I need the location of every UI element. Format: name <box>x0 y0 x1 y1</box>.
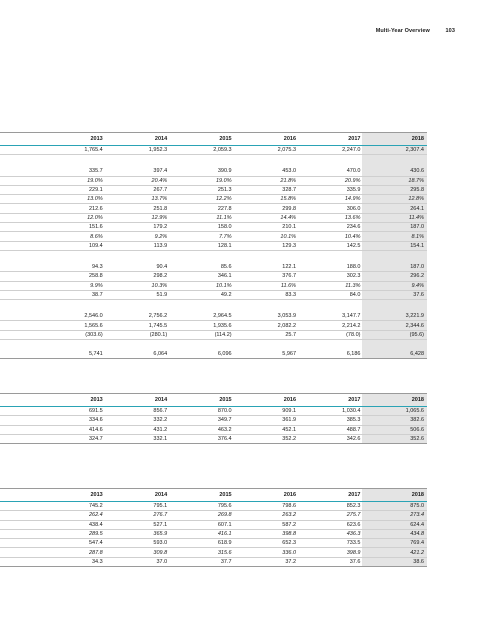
value-cell: 315.6 <box>169 548 233 557</box>
value-cell: 5,741 <box>40 350 104 359</box>
value-cell: 295.8 <box>362 185 427 194</box>
value-cell: 10.1% <box>169 281 233 290</box>
value-cell: 299.8 <box>234 204 298 213</box>
value-cell: 2,075.3 <box>234 146 298 155</box>
table-row <box>0 195 427 204</box>
year-header: 2013 <box>40 489 104 502</box>
table-row <box>0 272 427 281</box>
value-cell: 38.7 <box>40 290 104 299</box>
value-cell: 11.6% <box>234 281 298 290</box>
table-row <box>0 434 427 443</box>
table-row <box>0 330 427 339</box>
table-row <box>0 520 427 529</box>
value-cell: 251.8 <box>105 204 169 213</box>
value-cell: 179.2 <box>105 223 169 232</box>
value-cell: 37.2 <box>234 557 298 566</box>
value-cell: (95.6) <box>362 330 427 339</box>
value-cell: 187.0 <box>362 263 427 272</box>
table-row <box>0 146 427 155</box>
value-cell: 336.0 <box>234 548 298 557</box>
value-cell: 346.1 <box>169 272 233 281</box>
value-cell: 2,082.2 <box>234 321 298 330</box>
value-cell: 398.9 <box>298 548 362 557</box>
value-cell: 7.7% <box>169 232 233 241</box>
value-cell: 129.3 <box>234 241 298 250</box>
value-cell: 227.8 <box>169 204 233 213</box>
table-row <box>0 232 427 241</box>
value-cell: 37.6 <box>362 290 427 299</box>
value-cell: 421.2 <box>362 548 427 557</box>
page-number: 103 <box>445 28 455 34</box>
year-header-row <box>0 133 427 146</box>
table-row <box>0 204 427 213</box>
year-header-row <box>0 489 427 502</box>
table-row <box>0 529 427 538</box>
value-cell: 15.8% <box>234 195 298 204</box>
value-cell: 623.6 <box>298 520 362 529</box>
value-cell: 2,546.0 <box>40 312 104 321</box>
table-row <box>0 321 427 330</box>
year-header: 2014 <box>105 133 169 146</box>
value-cell: 20.4% <box>105 176 169 185</box>
value-cell: 328.7 <box>234 185 298 194</box>
segment-table-2 <box>0 488 427 567</box>
value-cell: 263.2 <box>234 511 298 520</box>
value-cell: 49.2 <box>169 290 233 299</box>
value-cell: 398.8 <box>234 529 298 538</box>
table-row <box>0 416 427 425</box>
value-cell: (280.1) <box>105 330 169 339</box>
value-cell: 352.6 <box>362 434 427 443</box>
value-cell: 188.0 <box>298 263 362 272</box>
value-cell: 8.1% <box>362 232 427 241</box>
table-row <box>0 263 427 272</box>
year-header: 2016 <box>234 489 298 502</box>
value-cell: 122.1 <box>234 263 298 272</box>
value-cell: 349.7 <box>169 416 233 425</box>
table-row <box>0 167 427 176</box>
value-cell: 296.2 <box>362 272 427 281</box>
value-cell: 113.9 <box>105 241 169 250</box>
value-cell: 14.9% <box>298 195 362 204</box>
value-cell: 210.1 <box>234 223 298 232</box>
segment-table-1 <box>0 393 427 444</box>
value-cell: 1,765.4 <box>40 146 104 155</box>
value-cell: 365.9 <box>105 529 169 538</box>
value-cell: 385.3 <box>298 416 362 425</box>
table-row <box>0 213 427 222</box>
value-cell: 3,221.9 <box>362 312 427 321</box>
value-cell: 3,053.9 <box>234 312 298 321</box>
value-cell: 37.7 <box>169 557 233 566</box>
value-cell: 875.0 <box>362 502 427 511</box>
value-cell: 470.0 <box>298 167 362 176</box>
value-cell: 302.3 <box>298 272 362 281</box>
value-cell: 376.7 <box>234 272 298 281</box>
value-cell: 506.6 <box>362 425 427 434</box>
value-cell: 332.1 <box>105 434 169 443</box>
table-row <box>0 407 427 416</box>
value-cell: 264.1 <box>362 204 427 213</box>
table-row <box>0 281 427 290</box>
value-cell: 856.7 <box>105 407 169 416</box>
value-cell: 6,428 <box>362 350 427 359</box>
value-cell: 798.6 <box>234 502 298 511</box>
value-cell: 795.6 <box>169 502 233 511</box>
value-cell: 2,214.2 <box>298 321 362 330</box>
value-cell: 10.3% <box>105 281 169 290</box>
value-cell: 438.4 <box>40 520 104 529</box>
value-cell: 1,935.6 <box>169 321 233 330</box>
value-cell: 14.4% <box>234 213 298 222</box>
table-row <box>0 557 427 566</box>
value-cell: 229.1 <box>40 185 104 194</box>
value-cell: 11.4% <box>362 213 427 222</box>
value-cell: 463.2 <box>169 425 233 434</box>
value-cell: 430.6 <box>362 167 427 176</box>
value-cell: 397.4 <box>105 167 169 176</box>
value-cell: 309.8 <box>105 548 169 557</box>
value-cell: 332.2 <box>105 416 169 425</box>
value-cell: 2,964.5 <box>169 312 233 321</box>
value-cell: 187.0 <box>362 223 427 232</box>
financial-overview-table <box>0 132 427 359</box>
value-cell: 251.3 <box>169 185 233 194</box>
value-cell: 94.3 <box>40 263 104 272</box>
value-cell: 10.1% <box>234 232 298 241</box>
value-cell: 1,745.5 <box>105 321 169 330</box>
value-cell: 2,344.6 <box>362 321 427 330</box>
year-header: 2017 <box>298 489 362 502</box>
value-cell: 258.8 <box>40 272 104 281</box>
page-header <box>376 28 455 34</box>
value-cell: 416.1 <box>169 529 233 538</box>
value-cell: 436.3 <box>298 529 362 538</box>
year-header: 2018 <box>362 394 427 407</box>
value-cell: 234.6 <box>298 223 362 232</box>
value-cell: 154.1 <box>362 241 427 250</box>
section-title: Multi-Year Overview <box>375 28 430 34</box>
table-row <box>0 350 427 359</box>
value-cell: 376.4 <box>169 434 233 443</box>
value-cell: 488.7 <box>298 425 362 434</box>
value-cell: 3,147.7 <box>298 312 362 321</box>
value-cell: 2,307.4 <box>362 146 427 155</box>
value-cell: 870.0 <box>169 407 233 416</box>
value-cell: 527.1 <box>105 520 169 529</box>
value-cell: 1,952.3 <box>105 146 169 155</box>
value-cell: 587.2 <box>234 520 298 529</box>
value-cell: 852.3 <box>298 502 362 511</box>
value-cell: 18.7% <box>362 176 427 185</box>
value-cell: 142.5 <box>298 241 362 250</box>
value-cell: 34.3 <box>40 557 104 566</box>
year-header: 2015 <box>169 133 233 146</box>
year-header: 2017 <box>298 394 362 407</box>
value-cell: 334.6 <box>40 416 104 425</box>
value-cell: 11.3% <box>298 281 362 290</box>
value-cell: 9.4% <box>362 281 427 290</box>
value-cell: 10.4% <box>298 232 362 241</box>
value-cell: 6,096 <box>169 350 233 359</box>
year-header: 2014 <box>105 489 169 502</box>
value-cell: 909.1 <box>234 407 298 416</box>
table-row <box>0 511 427 520</box>
value-cell: 2,247.0 <box>298 146 362 155</box>
value-cell: 273.4 <box>362 511 427 520</box>
value-cell: 19.0% <box>40 176 104 185</box>
year-header-row <box>0 394 427 407</box>
value-cell: 414.6 <box>40 425 104 434</box>
value-cell: 335.7 <box>40 167 104 176</box>
year-header: 2016 <box>234 133 298 146</box>
table-row <box>0 539 427 548</box>
value-cell: 151.6 <box>40 223 104 232</box>
value-cell: 335.9 <box>298 185 362 194</box>
value-cell: (114.2) <box>169 330 233 339</box>
table-row <box>0 548 427 557</box>
value-cell: 109.4 <box>40 241 104 250</box>
value-cell: 1,565.6 <box>40 321 104 330</box>
value-cell: 8.6% <box>40 232 104 241</box>
value-cell: 453.0 <box>234 167 298 176</box>
value-cell: 434.8 <box>362 529 427 538</box>
value-cell: 83.3 <box>234 290 298 299</box>
value-cell: 306.0 <box>298 204 362 213</box>
value-cell: 85.6 <box>169 263 233 272</box>
value-cell: 1,030.4 <box>298 407 362 416</box>
value-cell: 795.1 <box>105 502 169 511</box>
value-cell: 5,967 <box>234 350 298 359</box>
value-cell: 21.8% <box>234 176 298 185</box>
year-header: 2014 <box>105 394 169 407</box>
table-row <box>0 241 427 250</box>
value-cell: 90.4 <box>105 263 169 272</box>
table-row <box>0 502 427 511</box>
table-row <box>0 425 427 434</box>
value-cell: 262.4 <box>40 511 104 520</box>
year-header: 2015 <box>169 489 233 502</box>
value-cell: 691.5 <box>40 407 104 416</box>
value-cell: 1,065.6 <box>362 407 427 416</box>
year-header: 2015 <box>169 394 233 407</box>
value-cell: 607.1 <box>169 520 233 529</box>
value-cell: 431.2 <box>105 425 169 434</box>
value-cell: 12.2% <box>169 195 233 204</box>
value-cell: 452.1 <box>234 425 298 434</box>
value-cell: 12.0% <box>40 213 104 222</box>
value-cell: 382.6 <box>362 416 427 425</box>
value-cell: 13.6% <box>298 213 362 222</box>
value-cell: 324.7 <box>40 434 104 443</box>
table-row <box>0 223 427 232</box>
table-row <box>0 176 427 185</box>
year-header: 2013 <box>40 394 104 407</box>
value-cell: (78.0) <box>298 330 362 339</box>
value-cell: 212.6 <box>40 204 104 213</box>
value-cell: 2,756.2 <box>105 312 169 321</box>
value-cell: 37.0 <box>105 557 169 566</box>
value-cell: 276.7 <box>105 511 169 520</box>
value-cell: 20.9% <box>298 176 362 185</box>
value-cell: 12.9% <box>105 213 169 222</box>
year-header: 2018 <box>362 489 427 502</box>
value-cell: 269.8 <box>169 511 233 520</box>
value-cell: 51.9 <box>105 290 169 299</box>
value-cell: 298.2 <box>105 272 169 281</box>
value-cell: 652.3 <box>234 539 298 548</box>
value-cell: 6,186 <box>298 350 362 359</box>
value-cell: 37.6 <box>298 557 362 566</box>
year-header: 2017 <box>298 133 362 146</box>
value-cell: 9.2% <box>105 232 169 241</box>
value-cell: 25.7 <box>234 330 298 339</box>
value-cell: 547.4 <box>40 539 104 548</box>
value-cell: 19.0% <box>169 176 233 185</box>
value-cell: 6,064 <box>105 350 169 359</box>
value-cell: 84.0 <box>298 290 362 299</box>
value-cell: 287.8 <box>40 548 104 557</box>
value-cell: 267.7 <box>105 185 169 194</box>
value-cell: 342.6 <box>298 434 362 443</box>
table-row <box>0 312 427 321</box>
value-cell: 9.9% <box>40 281 104 290</box>
value-cell: 128.1 <box>169 241 233 250</box>
value-cell: 769.4 <box>362 539 427 548</box>
value-cell: 2,059.3 <box>169 146 233 155</box>
value-cell: 733.5 <box>298 539 362 548</box>
value-cell: 618.9 <box>169 539 233 548</box>
value-cell: 593.0 <box>105 539 169 548</box>
value-cell: 352.2 <box>234 434 298 443</box>
value-cell: 13.7% <box>105 195 169 204</box>
value-cell: 13.0% <box>40 195 104 204</box>
table-row <box>0 185 427 194</box>
year-header: 2016 <box>234 394 298 407</box>
year-header: 2013 <box>40 133 104 146</box>
table-row <box>0 290 427 299</box>
value-cell: 275.7 <box>298 511 362 520</box>
value-cell: 624.4 <box>362 520 427 529</box>
value-cell: 11.1% <box>169 213 233 222</box>
value-cell: 289.5 <box>40 529 104 538</box>
value-cell: 361.9 <box>234 416 298 425</box>
year-header: 2018 <box>362 133 427 146</box>
value-cell: 38.6 <box>362 557 427 566</box>
value-cell: 12.8% <box>362 195 427 204</box>
value-cell: 745.2 <box>40 502 104 511</box>
value-cell: 158.0 <box>169 223 233 232</box>
value-cell: 390.9 <box>169 167 233 176</box>
value-cell: (303.6) <box>40 330 104 339</box>
